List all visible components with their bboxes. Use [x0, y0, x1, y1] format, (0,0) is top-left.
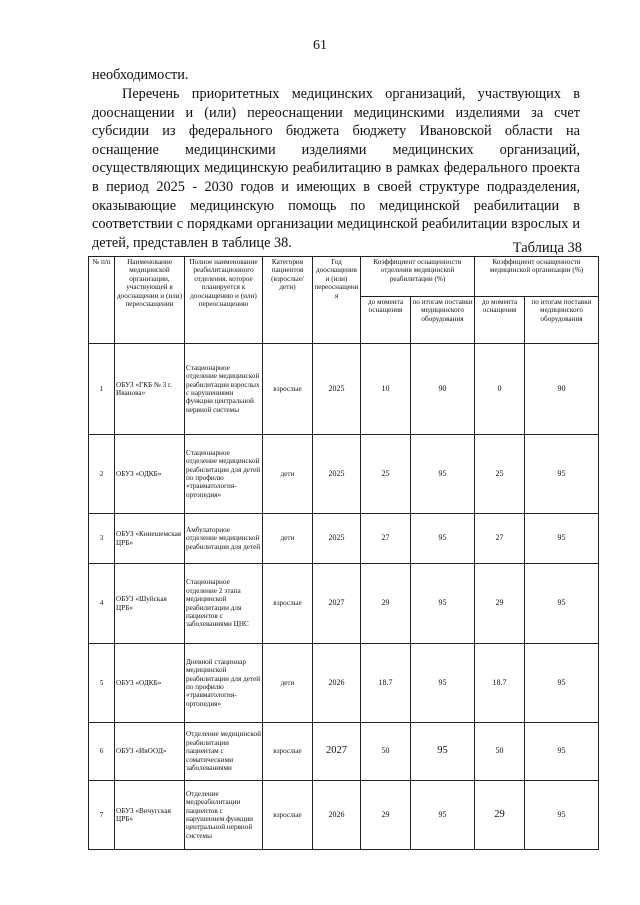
cell-dept-before: 29: [361, 564, 411, 644]
cell-num: 2: [89, 435, 115, 514]
cell-dept-before: 29: [361, 781, 411, 850]
cell-num: 6: [89, 723, 115, 781]
cell-category: взрослые: [263, 344, 313, 435]
cell-dept: Амбулаторное отделение медицинской реабилитации для детей: [185, 514, 263, 564]
cell-dept: Дневной стационар медицинской реабилитации для детей по профилю «травматология-ортопедия»: [185, 644, 263, 723]
cell-org: ОБУЗ «ГКБ № 3 г. Иванова»: [115, 344, 185, 435]
cell-year: 2026: [313, 644, 361, 723]
cell-dept-after: 95: [411, 435, 475, 514]
cell-dept-after: 95: [411, 564, 475, 644]
paragraph-main: Перечень приоритетных медицинских организаций, участвующих в дооснащении и (или) переоснащении медицинскими изделиями за счет субсидии из федерального бюджета бюджету Ивановской области на оснащение медицинскими изделиями медицинских организаций, осуществляющих медицинскую реабилитацию в рамках федерального проекта в период 2025 - 2030 годов и имеющих в своей структуре подразделения, оказывающие медицинскую помощь по медицинской реабилитации в соответствии с порядками организации медицинской реабилитации взрослых и детей, представлен в таблице 38.: [92, 86, 580, 251]
paragraph-continuation: необходимости.: [92, 67, 189, 83]
cell-dept-after: 95: [411, 514, 475, 564]
cell-dept-before: 25: [361, 435, 411, 514]
cell-org-after: 90: [525, 344, 599, 435]
cell-dept-after: 90: [411, 344, 475, 435]
header-num: № п/п: [89, 257, 115, 344]
cell-dept-before: 50: [361, 723, 411, 781]
header-dept-after: по итогам поставки медицинского оборудования: [411, 297, 475, 344]
table-row: [89, 514, 599, 564]
header-year: Год дооснащения и (или) переоснащения: [313, 257, 361, 344]
header-dept-before: до момента оснащения: [361, 297, 411, 344]
cell-org: ОБУЗ «Вичугская ЦРБ»: [115, 781, 185, 850]
table-row: [89, 723, 599, 781]
cell-dept-before: 27: [361, 514, 411, 564]
cell-year: 2025: [313, 344, 361, 435]
cell-org-after: 95: [525, 644, 599, 723]
header-org-coef: Коэффициент оснащенности медицинской организации (%): [475, 257, 599, 297]
cell-num: 1: [89, 344, 115, 435]
cell-org: ОБУЗ «ИвОOД»: [115, 723, 185, 781]
cell-org: ОБУЗ «Шуйская ЦРБ»: [115, 564, 185, 644]
cell-org-before: 25: [475, 435, 525, 514]
cell-dept-after: 95: [411, 781, 475, 850]
cell-dept: Отделение медреабилитации пациентов с нарушением функции центральной нервной системы: [185, 781, 263, 850]
header-dept: Полное наименование реабилитационного отделения, которое планируется к дооснащению и (или) переоснащению: [185, 257, 263, 344]
cell-num: 4: [89, 564, 115, 644]
table-row: [89, 644, 599, 723]
cell-org-after: 95: [525, 723, 599, 781]
cell-org: ОБУЗ «Кинешемская ЦРБ»: [115, 514, 185, 564]
header-org: Наименование медицинской организации, участвующей в дооснащении и (или) переоснащении: [115, 257, 185, 344]
cell-category: взрослые: [263, 723, 313, 781]
cell-org: ОБУЗ «ОДКБ»: [115, 644, 185, 723]
cell-dept-before: 10: [361, 344, 411, 435]
cell-category: взрослые: [263, 781, 313, 850]
cell-dept-before: 18.7: [361, 644, 411, 723]
table-row: [89, 344, 599, 435]
cell-year: 2027: [313, 723, 361, 781]
cell-org-before: 29: [475, 781, 525, 850]
table-row: [89, 781, 599, 850]
cell-org-after: 95: [525, 514, 599, 564]
cell-category: взрослые: [263, 564, 313, 644]
table-row: [89, 435, 599, 514]
cell-dept: Стационарное отделение медицинской реабилитации для детей по профилю «травматология-ортопедия»: [185, 435, 263, 514]
page-number: 61: [313, 38, 327, 53]
cell-category: дети: [263, 514, 313, 564]
table-caption: Таблица 38: [512, 240, 582, 256]
header-dept-coef: Коэффициент оснащенности отделения медицинской реабилитации (%): [361, 257, 475, 297]
cell-org-before: 50: [475, 723, 525, 781]
cell-org-before: 29: [475, 564, 525, 644]
cell-year: 2025: [313, 435, 361, 514]
cell-year: 2025: [313, 514, 361, 564]
cell-dept-after: 95: [411, 723, 475, 781]
organizations-table: [88, 256, 599, 850]
cell-num: 7: [89, 781, 115, 850]
cell-dept: Отделение медицинской реабилитации пациентам с соматическими заболеваниями: [185, 723, 263, 781]
cell-dept: Стационарное отделение 2 этапа медицинской реабилитации для пациентов с заболеваниями ЦНС: [185, 564, 263, 644]
cell-year: 2027: [313, 564, 361, 644]
cell-org-after: 95: [525, 781, 599, 850]
cell-category: дети: [263, 644, 313, 723]
cell-dept: Стационарное отделение медицинской реабилитации взрослых с нарушениями функции центральной нервной системы: [185, 344, 263, 435]
cell-dept-after: 95: [411, 644, 475, 723]
cell-year: 2026: [313, 781, 361, 850]
cell-org-before: 0: [475, 344, 525, 435]
cell-category: дети: [263, 435, 313, 514]
cell-org-before: 27: [475, 514, 525, 564]
cell-num: 3: [89, 514, 115, 564]
header-org-after: по итогам поставки медицинского оборудования: [525, 297, 599, 344]
table-row: [89, 564, 599, 644]
cell-org-after: 95: [525, 564, 599, 644]
header-org-before: до момента оснащения: [475, 297, 525, 344]
header-category: Категория пациентов (взрослые/дети): [263, 257, 313, 344]
cell-org-before: 18.7: [475, 644, 525, 723]
cell-org: ОБУЗ «ОДКБ»: [115, 435, 185, 514]
cell-org-after: 95: [525, 435, 599, 514]
cell-num: 5: [89, 644, 115, 723]
